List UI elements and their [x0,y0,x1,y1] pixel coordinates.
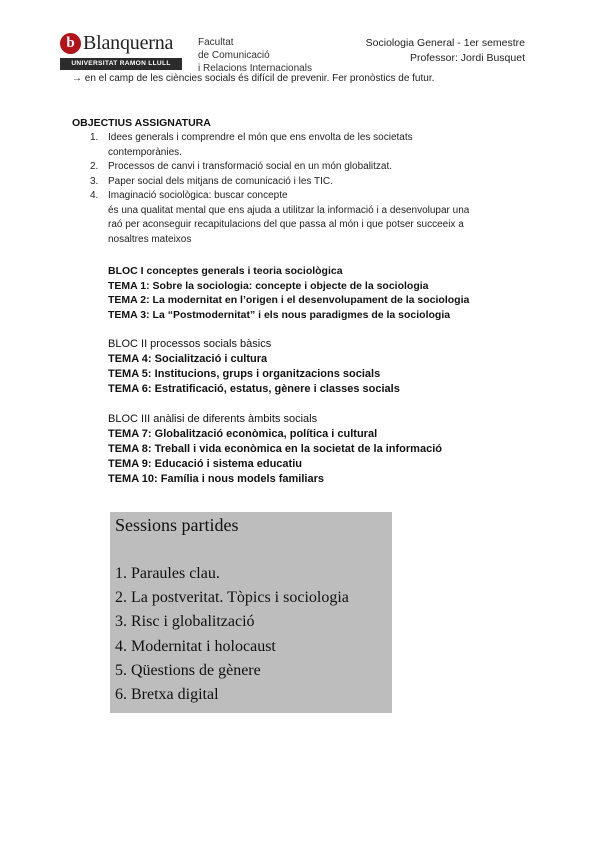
sessions-title: Sessions partides [115,515,239,535]
bloc-title: BLOC III anàlisi de diferents àmbits socials [108,413,318,425]
session-item: 4. Modernitat i holocaust [115,637,276,655]
tema-item: TEMA 8: Treball i vida econòmica en la societat de la informació [108,443,442,455]
bloc-1 [108,264,548,322]
tema-item: TEMA 7: Globalització econòmica, política i cultural [108,428,378,440]
session-item: 3. Risc i globalització [115,613,255,631]
tema-item: TEMA 1: Sobre la sociologia: concepte i objecte de la sociologia [108,279,429,292]
course-title: Sociologia General - 1er semestre [365,37,525,49]
tema-item: TEMA 3: La “Postmodernitat” i els nous paradigmes de la sociologia [108,308,451,321]
faculty-line-2: de Comunicació [198,50,270,61]
tema-item: TEMA 10: Família i nous models familiars [108,473,324,485]
tema-item: TEMA 4: Socialització i cultura [108,353,268,365]
sessions-box [110,512,392,713]
tema-item: TEMA 6: Estratificació, estatus, gènere i classes socials [108,383,400,395]
blocs-section [108,264,548,487]
objective-item: 1. Idees generals i comprendre el món que ens envolta de les societats contemporànies. [90,132,413,158]
logo-name: Blanquerna [83,32,174,54]
objectives-list [72,131,522,247]
objective-item: 3. Paper social dels mitjans de comunicació i les TIC. [90,175,333,187]
blanquerna-logo-icon: b [60,33,81,54]
professor-name: Professor: Jordi Busquet [410,52,525,64]
objectives-title: OBJECTIUS ASSIGNATURA [72,117,211,129]
session-item: 5. Qüestions de gènere [115,661,261,679]
bloc-3 [108,412,548,487]
faculty-line-3: i Relacions Internacionals [198,63,312,74]
bloc-2 [108,337,548,397]
bloc-title: BLOC II processos socials bàsics [108,338,272,350]
session-item: 2. La postveritat. Tòpics i sociologia [115,589,349,607]
tema-item: TEMA 9: Educació i sistema educatiu [108,458,302,470]
intro-line: → en el camp de les ciències socials és difícil de prevenir. Fer pronòstics de futur. [72,73,435,84]
bloc-title: BLOC I conceptes generals i teoria sociològica [108,265,343,277]
logo-subtitle: UNIVERSITAT RAMON LLULL [60,58,182,70]
objective-item: 4. Imaginació sociològica: buscar concepte és una qualitat mental que ens ajuda a utilitzar la informació i a desenvolupar una raó per aconseguir recapitulacions del que passa al món i que potser succeeix a nosaltres mateixos [90,190,470,245]
session-item: 1. Paraules clau. [115,565,220,582]
sessions-list [115,562,349,707]
tema-item: TEMA 2: La modernitat en l’origen i el desenvolupament de la sociologia [108,294,470,306]
session-item: 6. Bretxa digital [115,686,219,704]
objective-item: 2. Processos de canvi i transformació social en un món globalitzat. [90,161,393,172]
tema-item: TEMA 5: Institucions, grups i organitzacions socials [108,368,381,380]
faculty-line-1: Facultat [198,37,234,48]
